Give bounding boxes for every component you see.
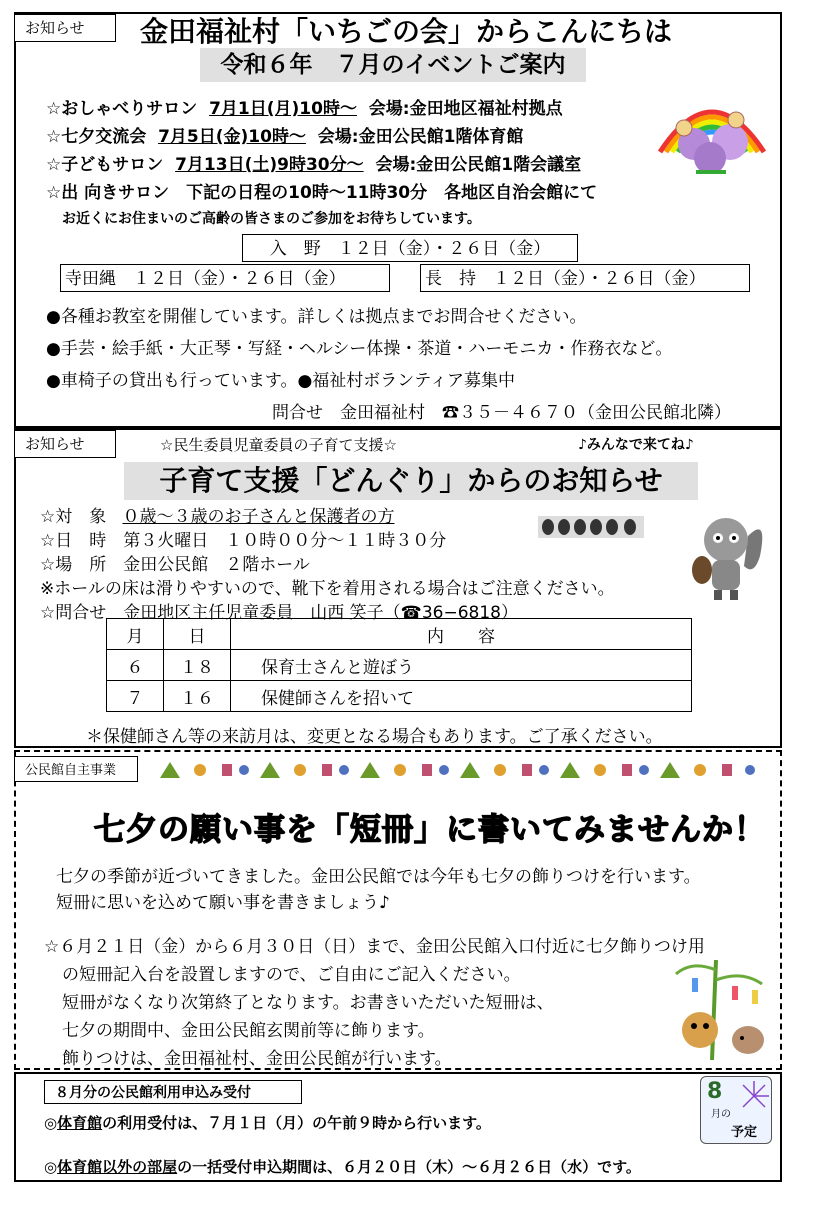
notice-tag: お知らせ [14, 14, 116, 42]
cell-month: ６ [107, 650, 164, 681]
event-salon: ☆おしゃべりサロン 7月1日(月)10時～ 会場:金田地区福祉村拠点 [46, 99, 563, 119]
tanabata-garland-decoration [150, 758, 774, 782]
badge-schedule-text: 予定 [731, 1125, 758, 1140]
bamboo-animals-illustration [672, 960, 772, 1060]
come-along-text: ♪みんなで来てね♪ [578, 437, 694, 453]
fireworks-icon [737, 1079, 771, 1113]
notice-tag-2: お知らせ [14, 430, 116, 458]
cell-content: 保健師さんを招いて [231, 681, 692, 712]
donguri-title: 子育て支援「どんぐり」からのお知らせ [124, 462, 698, 500]
squirrel-mascot-icon [688, 506, 768, 602]
event-kids-salon: ☆子どもサロン 7月13日(土)9時30分～ 会場:金田公民館1階会議室 [46, 155, 582, 175]
cell-day: １８ [164, 650, 231, 681]
booking-tag: ８月分の公民館利用申込み受付 [44, 1080, 302, 1104]
note-wheelchair: ●車椅子の貸出も行っています。●福祉村ボランティア募集中 [46, 371, 515, 391]
tanabata-detail-4: 七夕の期間中、金田公民館玄関前等に飾ります。 [62, 1021, 435, 1041]
cell-month: ７ [107, 681, 164, 712]
support-header: ☆民生委員児童委員の子育て支援☆ [160, 436, 397, 454]
cell-content: 保育士さんと遊ぼう [231, 650, 692, 681]
area-teradanawa: 寺田縄 １２日（金）・２６日（金） [60, 264, 390, 292]
table-header-row [107, 619, 692, 650]
col-month: 月 [107, 619, 164, 650]
gym-booking-line: ◎体育館の利用受付は、７月１日（月）の午前９時から行います。 [44, 1114, 491, 1132]
kominkan-tag: 公民館自主事業 [14, 756, 138, 782]
col-content: 内 容 [231, 619, 692, 650]
contact-fukushimura: 問合せ 金田福祉村 ☎３５－４６７０（金田公民館北隣） [272, 403, 731, 423]
tanabata-detail-1: ☆６月２１日（金）から６月３０日（日）まで、金田公民館入口付近に七夕飾りつけ用 [44, 937, 705, 957]
target-line: ☆対 象 ０歳～３歳のお子さんと保護者の方 [40, 507, 395, 527]
tanabata-detail-2: の短冊記入台を設置しますので、ご自由にご記入ください。 [62, 965, 521, 985]
badge-month-number: 8 [707, 1079, 723, 1104]
floor-warning: ※ホールの床は滑りやすいので、靴下を着用される場合はご注意ください。 [40, 579, 615, 599]
august-schedule-badge [700, 1076, 772, 1144]
time-line: ☆日 時 第３火曜日 １０時００分～１１時３０分 [40, 531, 447, 551]
acorn-row-illustration [538, 516, 644, 538]
section-title: 金田福祉村「いちごの会」からこんにちは [140, 15, 673, 48]
tanabata-detail-3: 短冊がなくなり次第終了となります。お書きいただいた短冊は、 [62, 993, 554, 1013]
schedule-table [106, 618, 692, 712]
invite-text: お近くにお住まいのご高齢の皆さまのご参加をお待ちしています。 [62, 211, 481, 227]
area-nagamochi: 長 持 １２日（金）・２６日（金） [420, 264, 750, 292]
tanabata-intro-2: 短冊に思いを込めて願い事を書きましょう♪ [56, 893, 390, 913]
cell-day: １６ [164, 681, 231, 712]
rooms-booking-line: ◎体育館以外の部屋の一括受付申込期間は、６月２０日（木）～６月２６日（水）です。 [44, 1158, 641, 1176]
hydrangea-snail-illustration [656, 82, 768, 178]
event-subtitle: 令和６年 ７月のイベントご案内 [200, 48, 586, 82]
area-irino: 入 野 １２日（金）・２６日（金） [242, 234, 578, 262]
note-activities: ●手芸・絵手紙・大正琴・写経・ヘルシー体操・茶道・ハーモニカ・作務衣など。 [46, 339, 673, 359]
visit-footnote: ＊保健師さん等の来訪月は、変更となる場合もあります。ご了承ください。 [86, 727, 663, 747]
place-line: ☆場 所 金田公民館 ２階ホール [40, 555, 310, 575]
tanabata-detail-5: 飾りつけは、金田福祉村、金田公民館が行います。 [62, 1049, 452, 1069]
col-day: 日 [164, 619, 231, 650]
tanabata-intro-1: 七夕の季節が近づいてきました。金田公民館では今年も七夕の飾りつけを行います。 [56, 867, 701, 887]
table-row [107, 681, 692, 712]
event-outreach: ☆出 向きサロン 下記の日程の10時～11時30分 各地区自治会館にて [46, 183, 598, 203]
badge-month-text: 月の [711, 1109, 731, 1120]
inquiry-line: ☆問合せ 金田地区主任児童委員 山西 笑子（☎36−6818） [40, 603, 518, 623]
table-row [107, 650, 692, 681]
note-classes: ●各種お教室を開催しています。詳しくは拠点までお問合せください。 [46, 307, 587, 327]
event-tanabata: ☆七夕交流会 7月5日(金)10時～ 会場:金田公民館1階体育館 [46, 127, 524, 147]
tanabata-title: 七夕の願い事を「短冊」に書いてみませんか！ [94, 812, 766, 848]
